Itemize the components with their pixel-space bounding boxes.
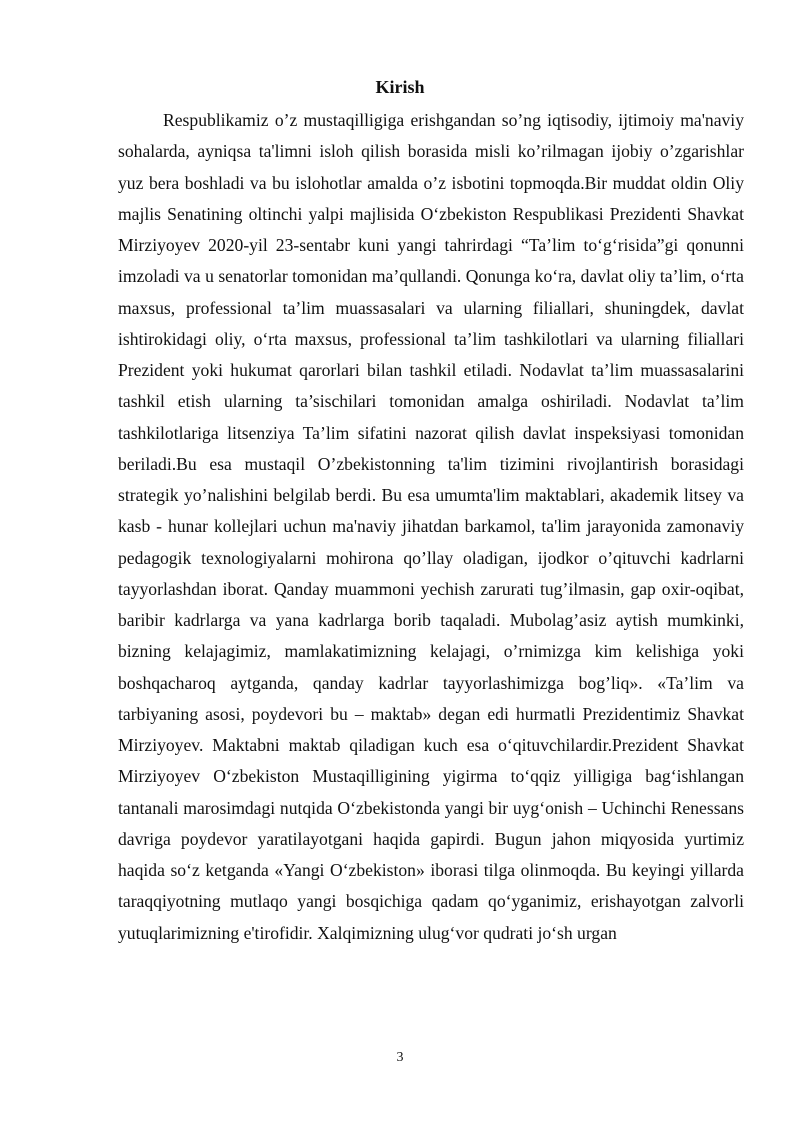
body-paragraph: Respublikamiz o’z mustaqilligiga erishgandan so’ng iqtisodiy, ijtimoiy ma'naviy sohalarda, ayniqsa ta'limni isloh qilish borasida misli ko’rilmagan ijobiy o’zgarishlar yuz bera boshladi va bu islohotlar amalda o’z isbotini topmoqda.Bir muddat oldin Oliy majlis Senatining oltinchi yalpi majlisida O‘zbekiston Respublikasi Prezidenti Shavkat Mirziyoyev 2020-yil 23-sentabr kuni yangi tahrirdagi “Ta’lim to‘g‘risida”gi qonunni imzoladi va u senatorlar tomonidan ma’qullandi. Qonunga ko‘ra, davlat oliy ta’lim, o‘rta maxsus, professional ta’lim muassasalari va ularning filiallari, shuningdek, davlat ishtirokidagi oliy, o‘rta maxsus, professional ta’lim tashkilotlari va ularning filiallari Prezident yoki hukumat qarorlari bilan tashkil etiladi. Nodavlat ta’lim muassasalarini tashkil etish ularning ta’sischilari tomonidan amalga oshiriladi. Nodavlat ta’lim tashkilotlariga litsenziya Ta’lim sifatini nazorat qilish davlat inspeksiyasi tomonidan beriladi.Bu esa mustaqil O’zbekistonning ta'lim tizimini rivojlantirish borasidagi strategik yo’nalishini belgilab berdi. Bu esa umumta'lim maktablari, akademik litsey va kasb - hunar kollejlari uchun ma'naviy jihatdan barkamol, ta'lim jarayonida zamonaviy pedagogik texnologiyalarni mohirona qo’llay oladigan, ijodkor o’qituvchi kadrlarni tayyorlashdan iborat. Qanday muammoni yechish zarurati tug’ilmasin, gap oxir-oqibat, baribir kadrlarga va yana kadrlarga borib taqaladi. Mubolag’asiz aytish mumkinki, bizning kelajagimiz, mamlakatimizning kelajagi, o’rnimizga kim kelishiga yoki boshqacharoq aytganda, qanday kadrlar tayyorlashimizga bog’liq». «Ta’lim va tarbiyaning asosi, poydevori bu – maktab» degan edi hurmatli Prezidentimiz Shavkat Mirziyoyev. Maktabni maktab qiladigan kuch esa o‘qituvchilardir.Prezident Shavkat Mirziyoyev O‘zbekiston Mustaqilligining yigirma to‘qqiz yilligiga bag‘ishlangan tantanali marosimdagi nutqida O‘zbekistonda yangi bir uyg‘onish – Uchinchi Renessans davriga poydevor yaratilayotgani haqida gapirdi. Bugun jahon miqyosida yurtimiz haqida so‘z ketganda «Yangi O‘zbekiston» iborasi tilga olinmoqda. Bu keyingi yillarda taraqqiyotning mutlaqo yangi bosqichiga qadam qo‘yganimiz, erishayotgan zalvorli yutuqlarimizning e'tirofidir. Xalqimizning ulug‘vor qudrati jo‘sh urgan [118, 110, 744, 943]
page-title: Kirish [375, 77, 425, 97]
page-number: 3 [396, 1050, 404, 1065]
